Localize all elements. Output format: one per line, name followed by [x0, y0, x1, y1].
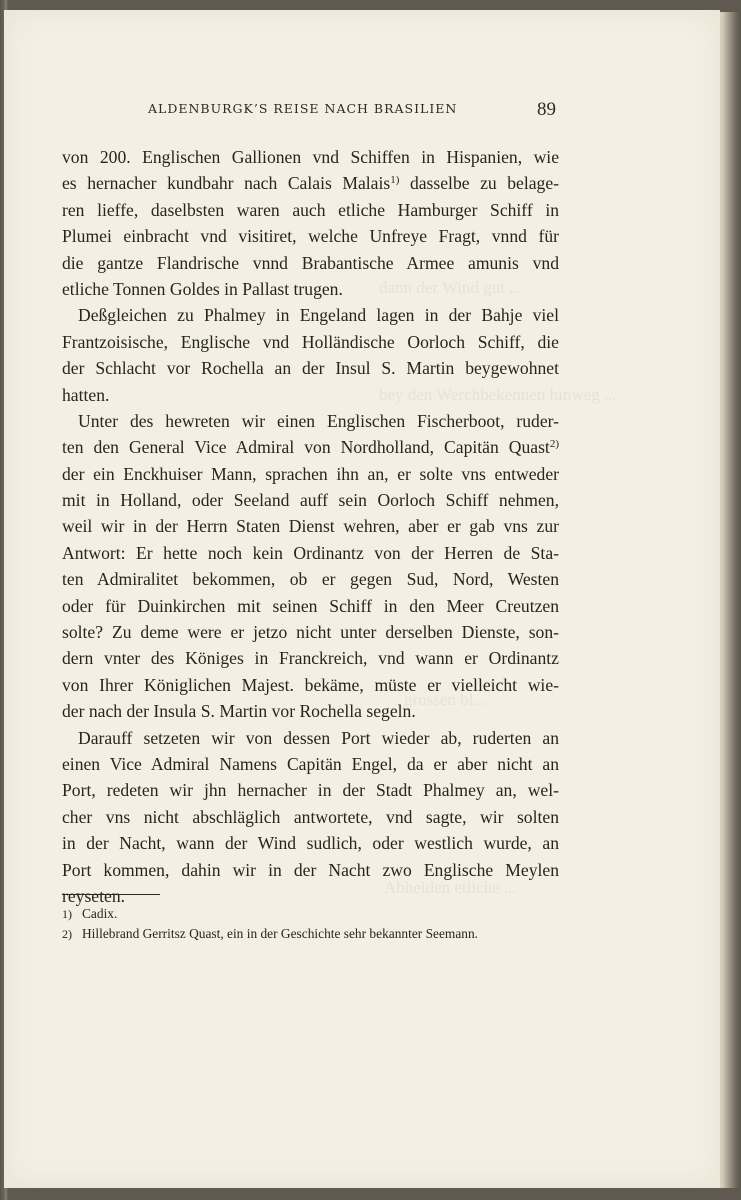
line-text: mit in Holland, oder Seeland auff sein Oorloch Schiff nehmen, — [62, 490, 559, 511]
text-line — [62, 645, 559, 671]
line-text: etliche Tonnen Goldes in Pallast trugen. — [62, 278, 343, 299]
line-text: hatten. — [62, 384, 110, 405]
line-text: solte? Zu deme were er jetzo nicht unter derselben Dienste, son- — [62, 622, 559, 643]
footnote-mark: 2) — [62, 927, 72, 941]
line-text: der ein Enckhuiser Mann, sprachen ihn an, er solte vns entweder — [62, 463, 559, 484]
line-text: Frantzoisische, Englische vnd Holländische Oorloch Schiff, die — [62, 331, 559, 352]
line-text: Darauff setzeten wir von dessen Port wieder ab, ruderten an — [78, 727, 559, 748]
line-text: von 200. Englischen Gallionen vnd Schiffen in Hispanien, wie — [62, 147, 559, 167]
line-text: Unter des hewreten wir einen Englischen Fischerboot, ruder- — [78, 410, 559, 431]
footnote-text: Hillebrand Gerritsz Quast, ein in der Geschichte sehr bekannter Seemann. — [82, 926, 478, 941]
show-through-text: Abheiden etliche ... — [384, 878, 517, 897]
footnote-reference: 1) — [390, 174, 400, 187]
line-text-continued: dasselbe zu belage- — [399, 173, 560, 194]
text-line — [62, 566, 559, 592]
text-line — [62, 276, 559, 302]
text-line — [62, 408, 559, 434]
text-line — [62, 329, 559, 355]
line-text: von Ihrer Königlichen Majest. bekäme, müste er vielleicht wie- — [62, 674, 559, 695]
show-through-text: dann der Wind gut ... — [379, 278, 523, 297]
text-line — [62, 751, 559, 777]
text-line — [62, 857, 559, 883]
text-line — [62, 672, 559, 698]
text-line — [62, 382, 559, 408]
line-text: Plumei einbracht vnd visitiret, welche Unfreye Fragt, vnnd für — [62, 226, 559, 247]
line-text: ten Admiralitet bekommen, ob er gegen Sud, Nord, Westen — [62, 569, 559, 590]
line-text: Deßgleichen zu Phalmey in Engeland lagen in der Bahje viel — [78, 305, 559, 326]
footnotes — [62, 904, 562, 944]
text-line — [62, 302, 559, 328]
line-text: Port, redeten wir jhn hernacher in der Stadt Phalmey an, wel- — [62, 780, 559, 801]
line-text: es hernacher kundbahr nach Calais Malais — [62, 173, 391, 194]
text-line — [62, 698, 559, 724]
line-text: cher vns nicht abschläglich antwortete, vnd sagte, wir solten — [62, 806, 559, 827]
text-line — [62, 223, 559, 249]
line-text: der nach der Insula S. Martin vor Rochella segeln. — [62, 701, 416, 722]
text-line — [62, 434, 559, 460]
text-line — [62, 487, 559, 513]
line-text: weil wir in der Herrn Staten Dienst wehren, aber er gab vns zur — [62, 516, 559, 537]
show-through-text: bey den Werchbekennen hinweg ... — [379, 385, 617, 404]
line-text: die gantze Flandrische vnnd Brabantische Armee amunis vnd — [62, 252, 559, 273]
line-text: ten den General Vice Admiral von Nordholland, Capitän Quast — [62, 437, 550, 458]
text-line — [62, 170, 559, 196]
line-text: in der Nacht, wann der Wind sudlich, oder westlich wurde, an — [62, 833, 559, 854]
text-line — [62, 355, 559, 381]
text-line — [62, 250, 559, 276]
show-through-text: grossen bl... — [404, 690, 487, 709]
line-text: reyseten. — [62, 885, 126, 906]
text-line — [62, 777, 559, 803]
running-title: ALDENBURGK’S REISE NACH BRASILIEN — [148, 101, 458, 116]
line-text: dern vnter des Königes in Franckreich, vnd wann er Ordinantz — [62, 648, 559, 669]
text-line — [62, 540, 559, 566]
text-line — [62, 804, 559, 830]
text-line — [62, 619, 559, 645]
text-line — [62, 593, 559, 619]
footnote-text: Cadix. — [82, 906, 118, 921]
body-text — [62, 144, 559, 909]
line-text: oder für Duinkirchen mit seinen Schiff in den Meer Creutzen — [62, 595, 559, 616]
footnote-mark: 1) — [62, 907, 72, 921]
line-text: Antwort: Er hette noch kein Ordinantz von der Herren de Sta- — [62, 542, 559, 563]
footnote-reference: 2) — [549, 438, 559, 451]
page-number: 89 — [537, 99, 556, 120]
footnote-rule — [62, 894, 160, 895]
text-line — [62, 197, 559, 223]
text-line — [62, 513, 559, 539]
page-edge — [720, 12, 741, 1188]
footnote — [62, 904, 562, 924]
text-line — [62, 725, 559, 751]
footnote — [62, 924, 562, 944]
text-line — [62, 461, 559, 487]
text-line — [62, 830, 559, 856]
line-text: einen Vice Admiral Namens Capitän Engel, da er aber nicht an — [62, 753, 559, 774]
text-line — [62, 144, 559, 170]
line-text: der Schlacht vor Rochella an der Insul S. Martin beygewohnet — [62, 358, 559, 379]
line-text: ren lieffe, daselbsten waren auch etliche Hamburger Schiff in — [62, 199, 559, 220]
line-text: Port kommen, dahin wir in der Nacht zwo Englische Meylen — [62, 859, 559, 880]
